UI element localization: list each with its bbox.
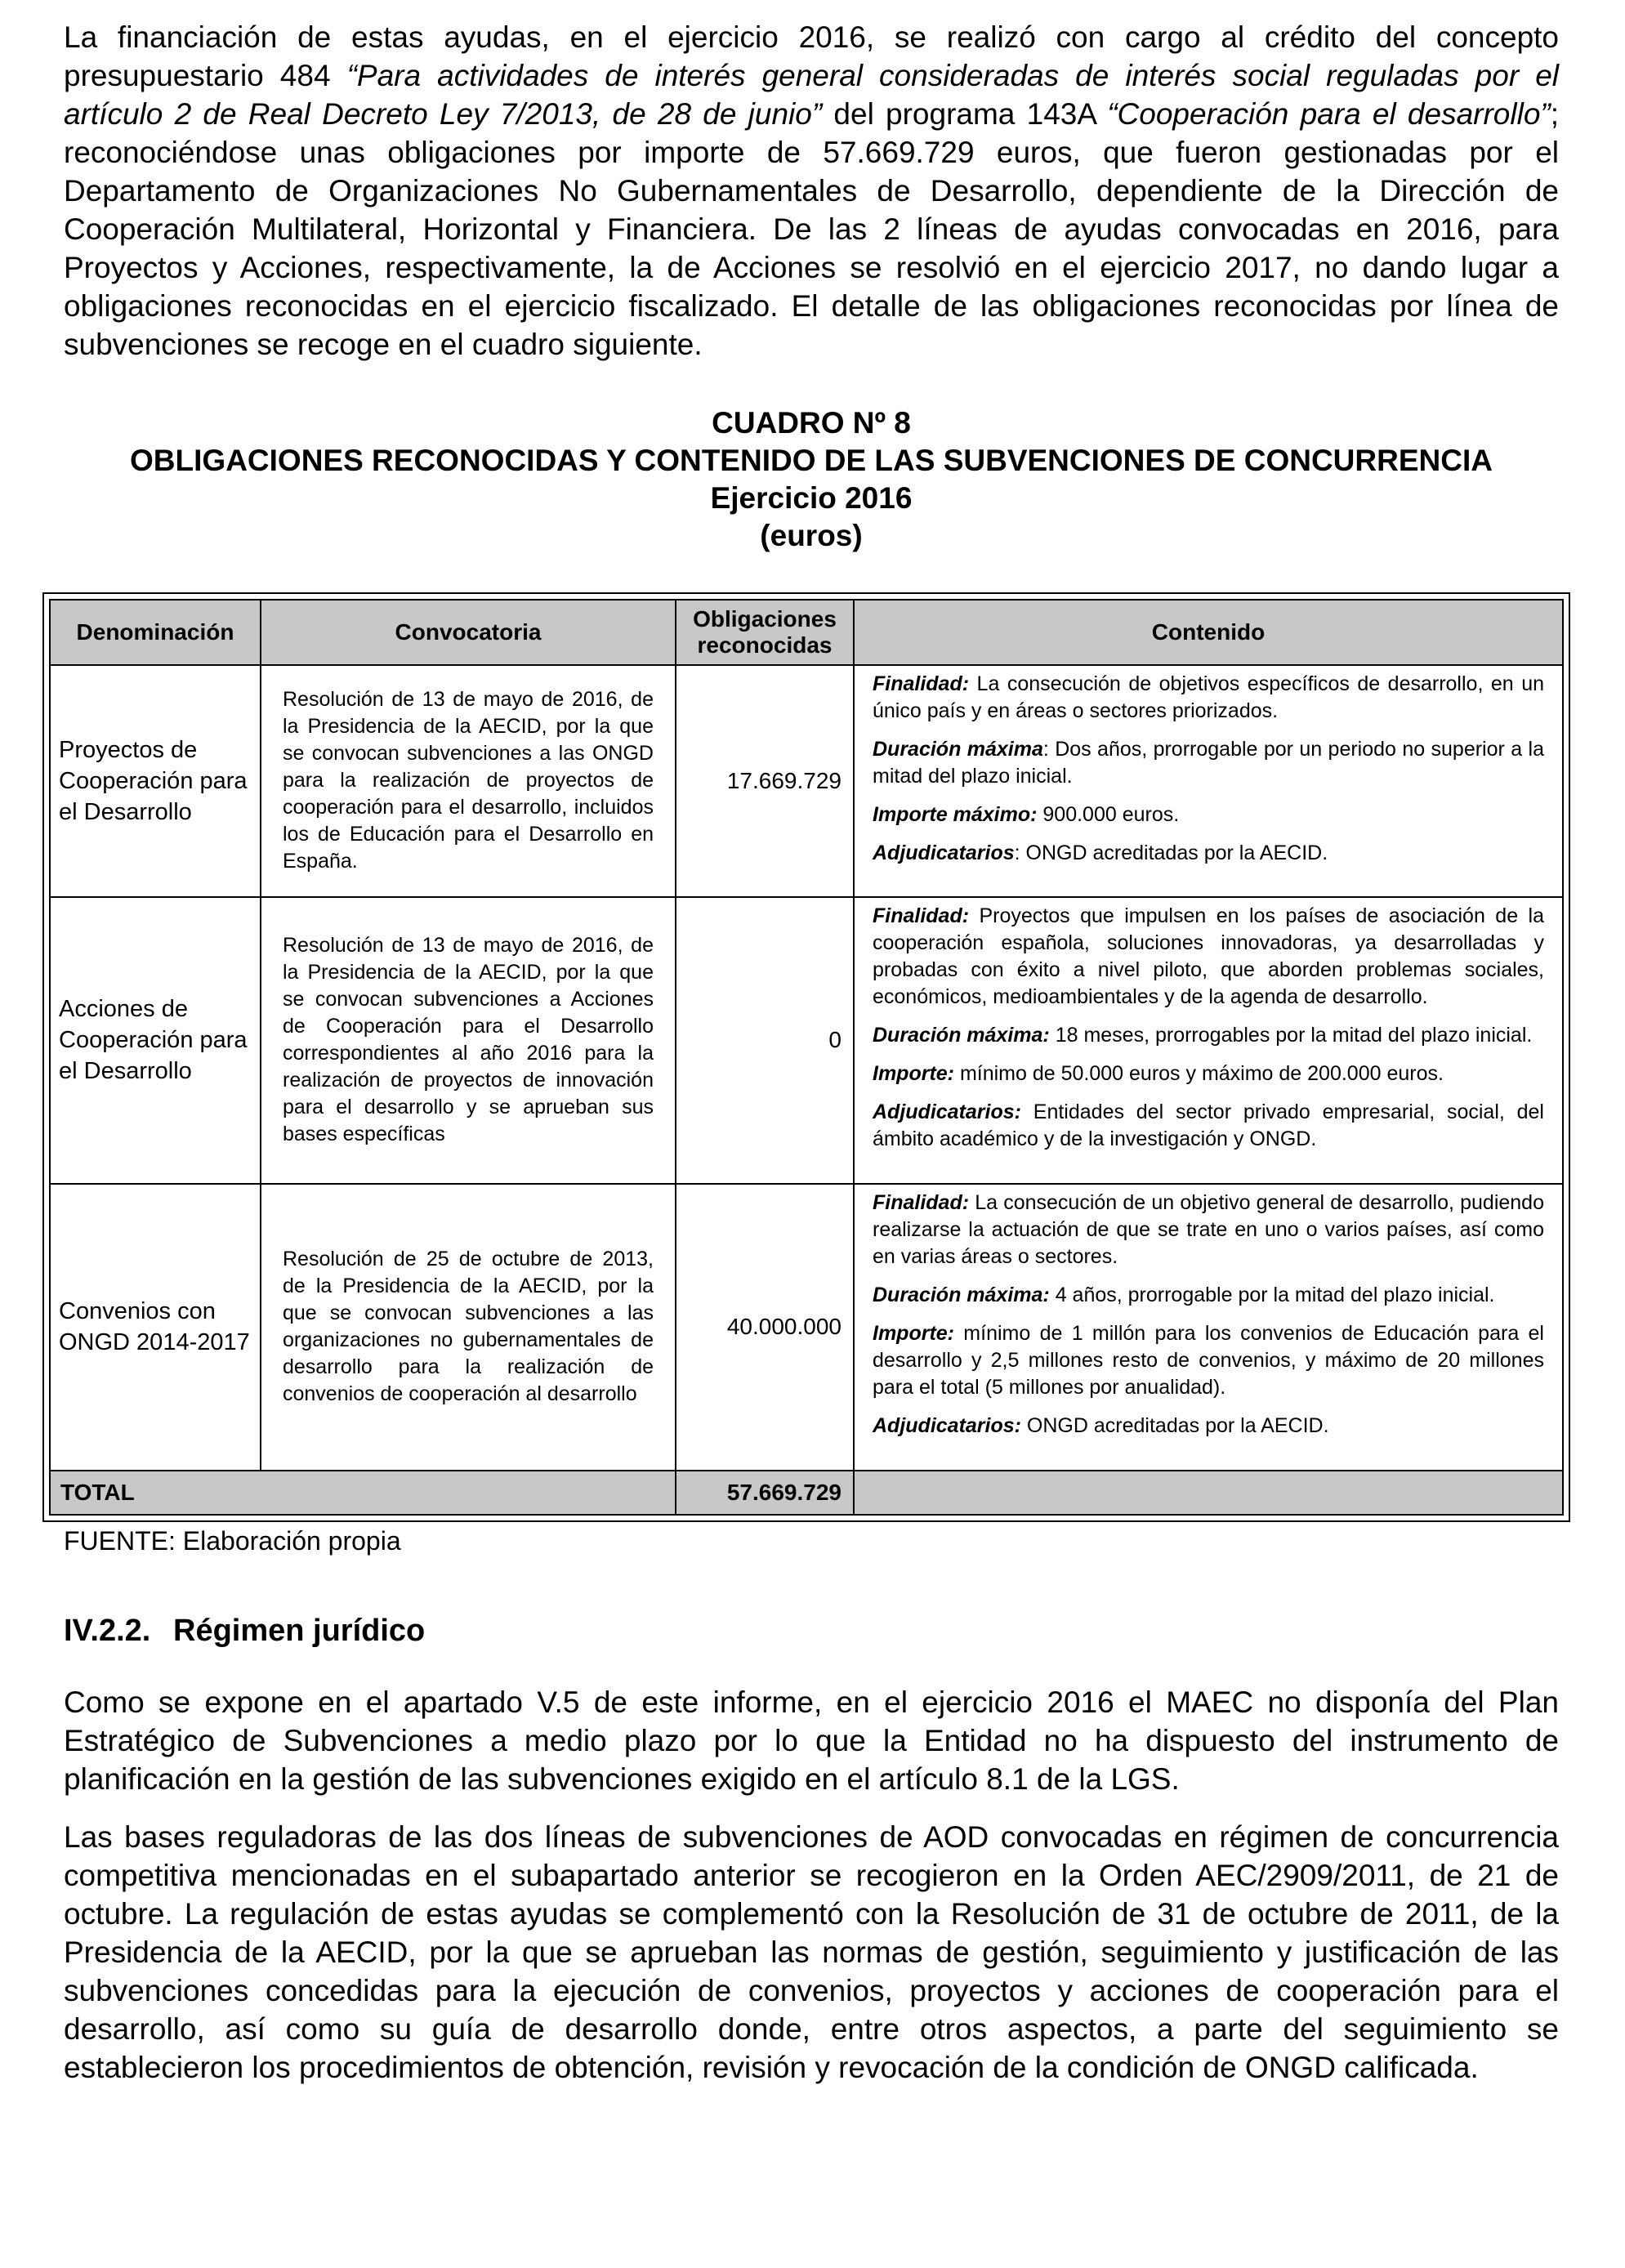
header-obligaciones: Obligaciones reconocidas [676, 600, 854, 665]
contenido-item: Duración máxima: 4 años, prorrogable por la mitad del plazo inicial. [873, 1283, 1495, 1306]
contenido-item: Adjudicatarios: ONGD acreditadas por la AECID. [873, 1413, 1329, 1437]
section-number: IV.2.2. [64, 1614, 151, 1648]
row-denominacion: Convenios con ONGD 2014-2017 [50, 1184, 261, 1471]
total-value: 57.669.729 [676, 1471, 854, 1515]
section-heading [64, 1614, 425, 1649]
header-contenido: Contenido [854, 600, 1563, 665]
contenido-item: Importe: mínimo de 50.000 euros y máximo de 200.000 euros. [873, 1061, 1444, 1085]
table-caption [64, 404, 1559, 555]
table-header-row [50, 600, 1563, 665]
row-contenido [854, 1184, 1563, 1471]
row-denominacion: Proyectos de Cooperación para el Desarrollo [50, 665, 261, 897]
obligations-table [49, 599, 1564, 1516]
table-frame [42, 592, 1570, 1522]
contenido-item: Importe máximo: 900.000 euros. [873, 803, 1180, 826]
intro-italic-1: “Para actividades de interés general consideradas de interés social reguladas por el artículo 2 de Real Decreto Ley 7/2013, de 28 de junio” [64, 59, 1559, 131]
table-title: OBLIGACIONES RECONOCIDAS Y CONTENIDO DE LAS SUBVENCIONES DE CONCURRENCIA [130, 444, 1493, 477]
row-obligaciones: 0 [676, 897, 854, 1184]
table-row [50, 665, 1563, 897]
row-contenido [854, 665, 1563, 897]
intro-text-1: La financiación de estas ayudas, en el ejercicio 2016, se realizó con cargo al crédito del concepto presupuestario 484 [64, 20, 1559, 92]
table-number: CUADRO Nº 8 [712, 406, 911, 440]
table-source: FUENTE: Elaboración propia [64, 1526, 401, 1556]
row-obligaciones: 17.669.729 [676, 665, 854, 897]
row-contenido [854, 897, 1563, 1184]
contenido-item: Finalidad: La consecución de un objetivo general de desarrollo, pudiendo realizarse la actuación de que se trate en uno o varios países, así como en varias áreas o sectores. [873, 1190, 1544, 1268]
row-convocatoria: Resolución de 25 de octubre de 2013, de la Presidencia de la AECID, por la que se convocan subvenciones a las organizaciones no gubernamentales de desarrollo para la realización de convenios de cooperación al desarrollo [261, 1184, 676, 1471]
intro-italic-2: “Cooperación para el desarrollo” [1107, 97, 1551, 131]
intro-block [64, 18, 1559, 555]
contenido-item: Adjudicatarios: ONGD acreditadas por la AECID. [873, 842, 1328, 864]
table-total-row [50, 1471, 1563, 1515]
body-paragraph: Como se expone en el apartado V.5 de este informe, en el ejercicio 2016 el MAEC no disponía del Plan Estratégico de Subvenciones a medio plazo por lo que la Entidad no ha dispuesto del instrumento de planificación en la gestión de las subvenciones exigido en el artículo 8.1 de la LGS. [64, 1685, 1559, 1796]
section-title: Régimen jurídico [173, 1614, 426, 1648]
table-row [50, 897, 1563, 1184]
intro-text-2: del programa 143A [822, 97, 1108, 131]
body-paragraph: Las bases reguladoras de las dos líneas de subvenciones de AOD convocadas en régimen de concurrencia competitiva mencionadas en el subapartado anterior se recogieron en la Orden AEC/2909/2011, de 21 de octubre. La regulación de estas ayudas se complementó con la Resolución de 31 de octubre de 2011, de la Presidencia de la AECID, por la que se aprueban las normas de gestión, seguimiento y justificación de las subvenciones concedidas para la ejecución de convenios, proyectos y acciones de cooperación para el desarrollo, así como su guía de desarrollo donde, entre otros aspectos, a parte del seguimiento se establecieron los procedimientos de obtención, revisión y revocación de la condición de ONGD calificada. [64, 1820, 1559, 2084]
contenido-item: Adjudicatarios: Entidades del sector privado empresarial, social, del ámbito académico y de la investigación y ONGD. [873, 1100, 1544, 1150]
row-convocatoria: Resolución de 13 de mayo de 2016, de la Presidencia de la AECID, por la que se convocan subvenciones a las ONGD para la realización de proyectos de cooperación para el desarrollo, incluidos los de Educación para el Desarrollo en España. [261, 665, 676, 897]
intro-paragraph [64, 18, 1559, 364]
header-denominacion: Denominación [50, 600, 261, 665]
row-denominacion: Acciones de Cooperación para el Desarrollo [50, 897, 261, 1184]
row-convocatoria: Resolución de 13 de mayo de 2016, de la Presidencia de la AECID, por la que se convocan subvenciones a Acciones de Cooperación para el Desarrollo correspondientes al año 2016 para la realización de proyectos de innovación para el desarrollo y se aprueban sus bases específicas [261, 897, 676, 1184]
contenido-item: Duración máxima: Dos años, prorrogable por un periodo no superior a la mitad del plazo inicial. [873, 738, 1544, 788]
total-label: TOTAL [50, 1471, 676, 1515]
contenido-item: Duración máxima: 18 meses, prorrogables por la mitad del plazo inicial. [873, 1023, 1533, 1047]
intro-text-3: ; reconociéndose unas obligaciones por importe de 57.669.729 euros, que fueron gestionadas por el Departamento de Organizaciones No Gubernamentales de Desarrollo, dependiente de la Dirección de Cooperación Multilateral, Horizontal y Financiera. De las 2 líneas de ayudas convocadas en 2016, para Proyectos y Acciones, respectivamente, la de Acciones se resolvió en el ejercicio 2017, no dando lugar a obligaciones reconocidas en el ejercicio fiscalizado. El detalle de las obligaciones reconocidas por línea de subvenciones se recoge en el cuadro siguiente. [64, 97, 1560, 361]
section-body [64, 1683, 1559, 2106]
table-unit: (euros) [760, 519, 863, 552]
table-year: Ejercicio 2016 [710, 481, 913, 515]
row-obligaciones: 40.000.000 [676, 1184, 854, 1471]
contenido-item: Finalidad: La consecución de objetivos específicos de desarrollo, en un único país y en áreas o sectores priorizados. [873, 672, 1544, 722]
total-empty-cell [854, 1471, 1563, 1515]
contenido-item: Finalidad: Proyectos que impulsen en los países de asociación de la cooperación española, soluciones innovadoras, ya desarrolladas y probadas con éxito a nivel piloto, que aborden problemas sociales, económicos, medioambientales y de la agenda de desarrollo. [873, 904, 1544, 1008]
contenido-item: Importe: mínimo de 1 millón para los convenios de Educación para el desarrollo y 2,5 millones resto de convenios, y máximo de 20 millones para el total (5 millones por anualidad). [873, 1321, 1544, 1399]
header-convocatoria: Convocatoria [261, 600, 676, 665]
table-row [50, 1184, 1563, 1471]
